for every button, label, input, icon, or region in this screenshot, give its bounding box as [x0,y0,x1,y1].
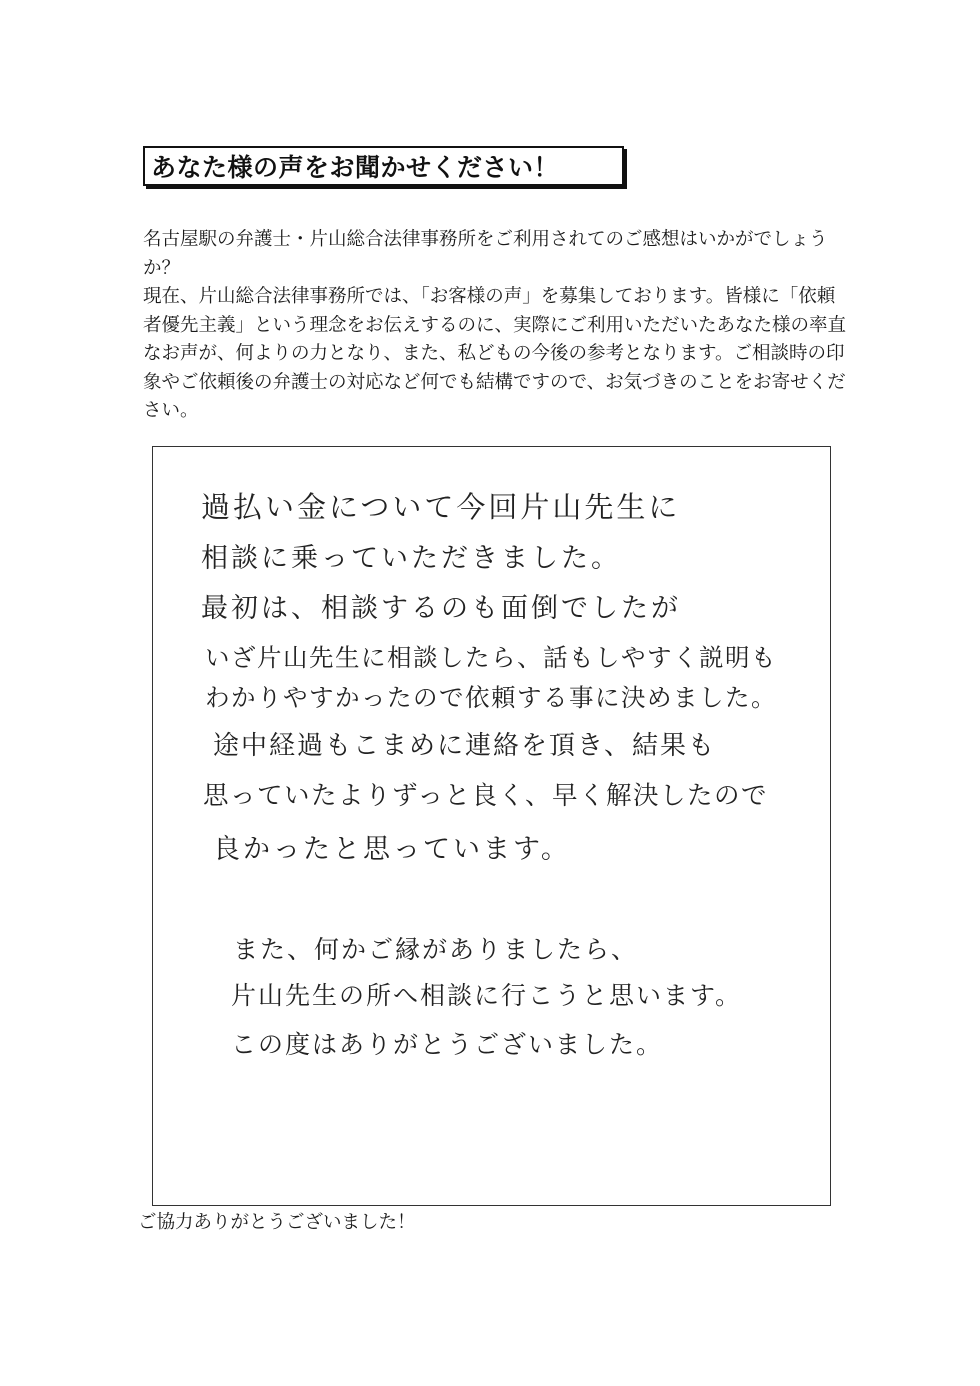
handwritten-line: わかりやすかったので依頼する事に決めました。 [205,683,777,712]
handwritten-line: 思っていたよりずっと良く、早く解決したので [203,781,768,811]
handwritten-line: 片山先生の所へ相談に行こうと思います。 [231,981,743,1010]
handwritten-line: この度はありがとうございました。 [231,1030,664,1059]
handwritten-line: 途中経過もこまめに連絡を頂き、結果も [213,731,716,761]
handwritten-line: いざ片山先生に相談したら、話もしやすく説明も [205,643,777,672]
page-title: あなた様の声をお聞かせください！ [151,153,560,182]
handwritten-line: 良かったと思っています。 [213,834,571,865]
handwritten-line: 最初は、相談するのも面倒でしたが [201,593,681,624]
intro-paragraph-2: 現在、片山総合法律事務所では、「お客様の声」を募集しております。皆様に「依頼者優先主義」という理念をお伝えするのに、実際にご利用いただいたあなた様の率直なお声が、何よりの力となり、また、私どもの今後の参考となります。ご相談時の印象やご依頼後の弁護士の対応など何でも結構ですので、お気づきのことをお寄せください。 [143,286,847,421]
title-box [143,146,624,186]
handwritten-line: 過払い金について今回片山先生に [201,490,681,524]
handwritten-line: 相談に乗っていただきました。 [201,543,621,574]
handwritten-line: また、何かご縁がありましたら、 [233,935,639,964]
comment-box [152,446,831,1206]
intro-text [143,226,849,426]
closing-thanks: ご協力ありがとうございました！ [138,1212,416,1233]
intro-paragraph-1: 名古屋駅の弁護士・片山総合法律事務所をご利用されてのご感想はいかがでしょうか？ [143,229,828,279]
